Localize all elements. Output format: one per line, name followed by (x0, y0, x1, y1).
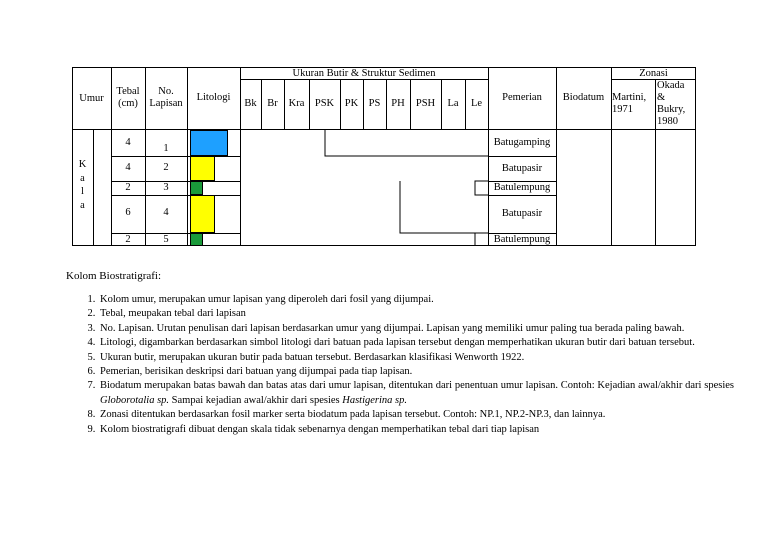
header-no-lapisan: No. Lapisan (149, 86, 183, 109)
profile-bed-4-5 (400, 195, 475, 246)
row-1-lapisan: 1 (163, 143, 169, 154)
header-kra: Kra (288, 98, 305, 109)
row-3-tebal: 2 (125, 182, 131, 193)
header-psk: PSK (314, 98, 335, 109)
list-item: 3. No. Lapisan. Urutan penulisan dari lapisan berdasarkan umur yang dijumpai. Lapisan yang memiliki umur paling tua berada paling bawah. (98, 322, 734, 336)
row-3-pemerian: Batulempung (493, 182, 551, 193)
profile-bed-3 (475, 181, 488, 195)
header-ph: PH (391, 98, 405, 109)
row-4-tebal: 6 (125, 207, 131, 218)
row-5-lapisan: 5 (163, 234, 169, 245)
row-1-tebal: 4 (125, 137, 131, 148)
header-litologi: Litologi (196, 92, 231, 103)
header-ps: PS (368, 98, 381, 109)
row-2-lapisan: 2 (163, 162, 169, 173)
row-1-pemerian: Batugamping (493, 137, 551, 148)
header-biodatum: Biodatum (562, 92, 605, 103)
header-pemerian: Pemerian (502, 92, 542, 103)
row-3-lapisan: 3 (163, 182, 169, 193)
header-tebal: Tebal (cm) (116, 86, 140, 109)
row-2-pemerian: Batupasir (501, 163, 543, 174)
list-item: 9. Kolom biostratigrafi dibuat dengan skala tidak sebenarnya dengan memperhatikan tebal dari tiap lapisan (98, 423, 734, 437)
header-martini: Martini, 1971 (612, 92, 647, 115)
row-5-pemerian: Batulempung (493, 234, 551, 245)
list-item: 2. Tebal, meupakan tebal dari lapisan (98, 307, 734, 321)
header-la: La (447, 98, 459, 109)
list-item: 4. Litologi, digambarkan berdasarkan simbol litologi dari batuan pada lapisan tersebut dengan memperhatikan ukuran butir dari batuan tersebut. (98, 336, 734, 350)
list-item: 1. Kolom umur, merupakan umur lapisan yang diperoleh dari fosil yang dijumpai. (98, 293, 734, 307)
row-4-pemerian: Batupasir (501, 208, 543, 219)
list-item: 7. Biodatum merupakan batas bawah dan batas atas dari umur lapisan, ditentukan dari penentuan umur lapisan. Contoh: Kejadian awal/akhir dari spesies Globorotalia sp. Sampai kejadian awal/akhir dari spesies Hastigerina sp. (98, 379, 734, 408)
row-2-tebal: 4 (125, 162, 131, 173)
header-psh: PSH (415, 98, 436, 109)
notes-list (70, 293, 734, 437)
caption: Kolom Biostratigrafi: (66, 270, 162, 282)
age-label: K a l a (78, 159, 87, 211)
row-4-lapisan: 4 (163, 207, 169, 218)
header-br: Br (267, 98, 278, 109)
list-item: 5. Ukuran butir, merupakan ukuran butir pada batuan tersebut. Berdasarkan klasifikasi Wenworth 1922. (98, 351, 734, 365)
row-5-tebal: 2 (125, 234, 131, 245)
header-le: Le (470, 98, 483, 109)
header-ukuran-butir: Ukuran Butir & Struktur Sedimen (292, 68, 436, 79)
header-umur: Umur (79, 93, 104, 104)
list-item: 8. Zonasi ditentukan berdasarkan fosil marker serta biodatum pada lapisan tersebut. Contoh: NP.1, NP.2-NP.3, dan lainnya. (98, 408, 734, 422)
list-item: 6. Pemerian, berisikan deskripsi dari batuan yang dijumpai pada tiap lapisan. (98, 365, 734, 379)
header-pk: PK (344, 98, 359, 109)
header-zonasi: Zonasi (639, 68, 668, 79)
profile-bed-1 (325, 130, 488, 156)
header-bk: Bk (244, 98, 257, 109)
header-okada-bukry: Okada & Bukry, 1980 (657, 80, 686, 127)
